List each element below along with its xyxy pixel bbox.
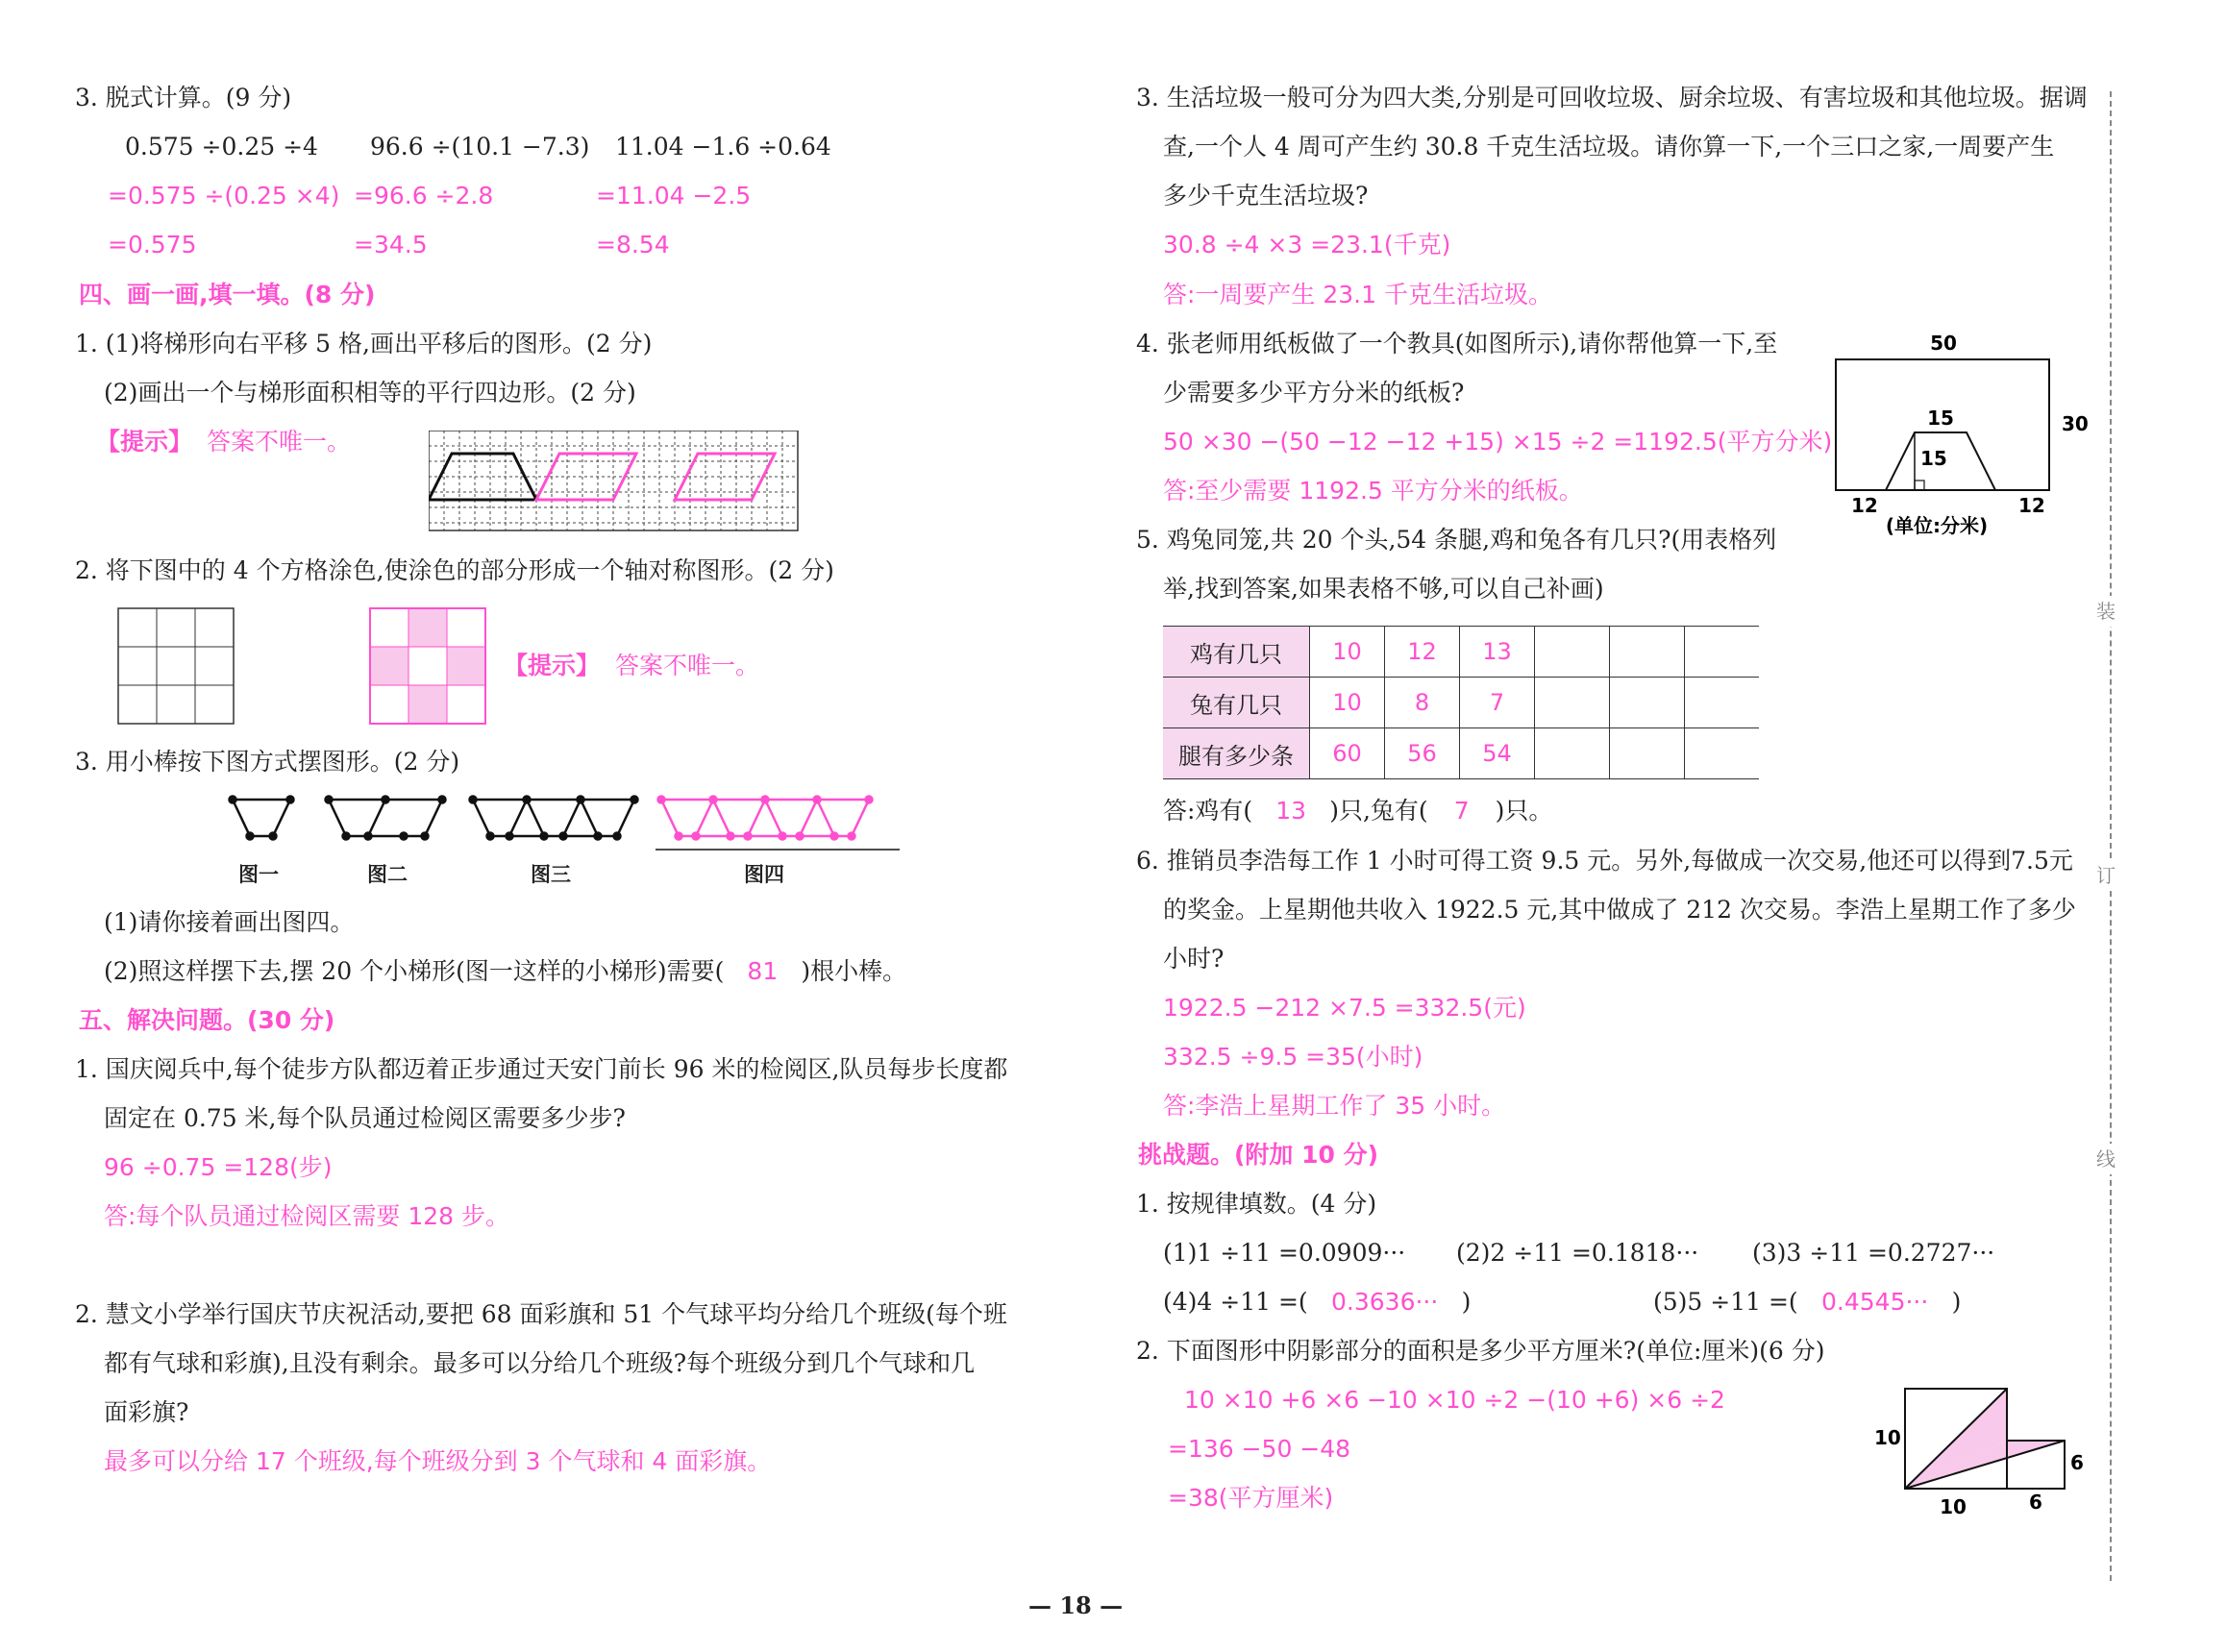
chicken-rabbit-table bbox=[1163, 626, 1759, 779]
fig-label-top: 50 bbox=[1930, 332, 1957, 355]
table-row bbox=[1163, 728, 1759, 779]
sec5-q2-answer: 最多可以分给 17 个班级,每个班级分到 3 个气球和 4 面彩旗。 bbox=[104, 1447, 772, 1475]
challenge-q2-calc2: =136 −50 −48 bbox=[1168, 1435, 1351, 1463]
r-q6-calc1: 1922.5 −212 ×7.5 =332.5(元) bbox=[1163, 994, 1526, 1022]
r-q4-calc: 50 ×30 −(50 −12 −12 +15) ×15 ÷2 =1192.5(平方分米) bbox=[1163, 428, 1833, 456]
fig-label-trap-h: 15 bbox=[1920, 447, 1947, 470]
sec4-q1b: (2)画出一个与梯形面积相等的平行四边形。(2 分) bbox=[104, 379, 636, 407]
pattern-item-5 bbox=[1653, 1287, 1961, 1318]
fig2-label-bottom1: 10 bbox=[1940, 1495, 1967, 1518]
sec4-q3b bbox=[104, 956, 906, 987]
table-row bbox=[1163, 627, 1759, 678]
fig2-label-bottom2: 6 bbox=[2029, 1491, 2042, 1514]
item5-prefix: (5)5 ÷11 =( bbox=[1653, 1288, 1798, 1316]
q3b-answer: 81 bbox=[747, 957, 779, 985]
table-cell bbox=[1685, 678, 1760, 728]
table-row bbox=[1163, 678, 1759, 728]
row-label: 腿有多少条 bbox=[1163, 728, 1310, 779]
sec4-q3a: (1)请你接着画出图四。 bbox=[104, 908, 355, 936]
expr-2-step2: =34.5 bbox=[354, 231, 428, 259]
hint-text-1: 答案不唯一。 bbox=[207, 428, 352, 456]
fig2-label-left: 10 bbox=[1874, 1426, 1901, 1449]
item5-suffix: ) bbox=[1951, 1288, 1962, 1316]
cardboard-figure bbox=[1826, 327, 2105, 548]
table-cell: 12 bbox=[1385, 627, 1460, 678]
item5-answer: 0.4545··· bbox=[1821, 1288, 1929, 1316]
page-number: — 18 — bbox=[1028, 1591, 1124, 1619]
fig-unit: (单位:分米) bbox=[1885, 514, 1989, 537]
fig-label-br: 12 bbox=[2018, 494, 2045, 517]
row-label: 兔有几只 bbox=[1163, 678, 1310, 728]
sec4-q1a: 1. (1)将梯形向右平移 5 格,画出平移后的图形。(2 分) bbox=[75, 330, 653, 358]
pattern-item-1: (1)1 ÷11 =0.0909··· bbox=[1163, 1239, 1406, 1267]
r-q3-line2: 查,一个人 4 周可产生约 30.8 千克生活垃圾。请你算一下,一个三口之家,一周要产生 bbox=[1163, 133, 2055, 160]
q5-ans-chicken: 13 bbox=[1275, 797, 1307, 825]
hint-label-2: 【提示】 bbox=[504, 652, 601, 679]
table-cell: 10 bbox=[1310, 627, 1385, 678]
q5-ans-rabbit: 7 bbox=[1453, 797, 1470, 825]
shaded-area-figure bbox=[1855, 1379, 2086, 1523]
sec5-q1-answer: 答:每个队员通过检阅区需要 128 步。 bbox=[104, 1202, 510, 1230]
challenge-title: 挑战题。(附加 10 分) bbox=[1138, 1141, 1379, 1169]
pattern-item-4 bbox=[1163, 1287, 1471, 1318]
challenge-q2: 2. 下面图形中阴影部分的面积是多少平方厘米?(单位:厘米)(6 分) bbox=[1136, 1337, 1825, 1365]
table-cell: 10 bbox=[1310, 678, 1385, 728]
q3b-suffix: )根小棒。 bbox=[801, 957, 907, 985]
hint-label-1: 【提示】 bbox=[96, 428, 193, 456]
r-q5-answer bbox=[1163, 796, 1552, 826]
expr-2-step1: =96.6 ÷2.8 bbox=[354, 182, 494, 210]
margin-char-3: 线 bbox=[2096, 1144, 2116, 1174]
r-q6-calc2: 332.5 ÷9.5 =35(小时) bbox=[1163, 1043, 1423, 1071]
item4-answer: 0.3636··· bbox=[1331, 1288, 1439, 1316]
challenge-q2-calc1: 10 ×10 +6 ×6 −10 ×10 ÷2 −(10 +6) ×6 ÷2 bbox=[1184, 1386, 1725, 1414]
expr-1-step2: =0.575 bbox=[108, 231, 197, 259]
table-cell bbox=[1685, 728, 1760, 779]
r-q6-line3: 小时? bbox=[1163, 945, 1225, 973]
table-cell bbox=[1535, 627, 1610, 678]
margin-char-1: 装 bbox=[2096, 596, 2116, 627]
item4-suffix: ) bbox=[1461, 1288, 1472, 1316]
fig-label-3: 图三 bbox=[531, 863, 571, 886]
r-q6-line2: 的奖金。上星期他共收入 1922.5 元,其中做成了 212 次交易。李浩上星期工作了多少 bbox=[1163, 896, 2076, 924]
challenge-q1: 1. 按规律填数。(4 分) bbox=[1136, 1190, 1377, 1218]
sec5-q2-line1: 2. 慧文小学举行国庆节庆祝活动,要把 68 面彩旗和 51 个气球平均分给几个班级(每个班 bbox=[75, 1300, 1007, 1328]
r-q5-line2: 举,找到答案,如果表格不够,可以自己补画) bbox=[1163, 575, 1604, 603]
r-q4-line2: 少需要多少平方分米的纸板? bbox=[1163, 379, 1465, 407]
fig-label-right: 30 bbox=[2062, 412, 2089, 435]
r-q5-line1: 5. 鸡兔同笼,共 20 个头,54 条腿,鸡和兔各有几只?(用表格列 bbox=[1136, 526, 1777, 554]
pattern-item-3: (3)3 ÷11 =0.2727··· bbox=[1752, 1239, 1995, 1267]
fig-label-4: 图四 bbox=[744, 863, 784, 886]
fig-label-1: 图一 bbox=[238, 863, 279, 886]
expr-3: 11.04 −1.6 ÷0.64 bbox=[615, 133, 831, 160]
section-5-title: 五、解决问题。(30 分) bbox=[79, 1006, 335, 1034]
sec5-q2-line3: 面彩旗? bbox=[104, 1398, 189, 1426]
fig-label-2: 图二 bbox=[367, 863, 408, 886]
colored-3x3-grid bbox=[369, 607, 490, 728]
binding-dashed-line bbox=[2110, 91, 2112, 1581]
item4-prefix: (4)4 ÷11 =( bbox=[1163, 1288, 1308, 1316]
r-q6-answer: 答:李浩上星期工作了 35 小时。 bbox=[1163, 1092, 1506, 1120]
expr-1: 0.575 ÷0.25 ÷4 bbox=[125, 133, 318, 160]
expr-3-step2: =8.54 bbox=[596, 231, 670, 259]
r-q3-line1: 3. 生活垃圾一般可分为四大类,分别是可回收垃圾、厨余垃圾、有害垃圾和其他垃圾。据调 bbox=[1136, 84, 2088, 111]
table-cell bbox=[1685, 627, 1760, 678]
q3b-prefix: (2)照这样摆下去,摆 20 个小梯形(图一这样的小梯形)需要( bbox=[104, 957, 725, 985]
r-q3-answer: 答:一周要产生 23.1 千克生活垃圾。 bbox=[1163, 281, 1552, 308]
sec4-q3: 3. 用小棒按下图方式摆图形。(2 分) bbox=[75, 748, 460, 776]
q3-calc-title: 3. 脱式计算。(9 分) bbox=[75, 84, 292, 111]
sec5-q1-calc: 96 ÷0.75 =128(步) bbox=[104, 1153, 333, 1181]
sec5-q1-line2: 固定在 0.75 米,每个队员通过检阅区需要多少步? bbox=[104, 1104, 626, 1132]
section-4-title: 四、画一画,填一填。(8 分) bbox=[79, 281, 376, 308]
r-q4-line1: 4. 张老师用纸板做了一个教具(如图所示),请你帮他算一下,至 bbox=[1136, 330, 1778, 358]
expr-2: 96.6 ÷(10.1 −7.3) bbox=[370, 133, 590, 160]
row-label: 鸡有几只 bbox=[1163, 627, 1310, 678]
expr-1-step1: =0.575 ÷(0.25 ×4) bbox=[108, 182, 340, 210]
table-cell: 7 bbox=[1460, 678, 1535, 728]
r-q4-answer: 答:至少需要 1192.5 平方分米的纸板。 bbox=[1163, 477, 1583, 505]
fig2-label-right: 6 bbox=[2070, 1451, 2084, 1474]
r-q3-line3: 多少千克生活垃圾? bbox=[1163, 182, 1369, 210]
table-cell: 56 bbox=[1385, 728, 1460, 779]
expr-3-step1: =11.04 −2.5 bbox=[596, 182, 752, 210]
q5-ans-prefix: 答:鸡有( bbox=[1163, 797, 1253, 825]
fig-label-bl: 12 bbox=[1851, 494, 1878, 517]
table-cell bbox=[1610, 728, 1685, 779]
fig-label-trap-top: 15 bbox=[1927, 407, 1954, 430]
q5-ans-suffix: )只。 bbox=[1495, 797, 1553, 825]
margin-char-2: 订 bbox=[2096, 860, 2116, 891]
sec5-q1-line1: 1. 国庆阅兵中,每个徒步方队都迈着正步通过天安门前长 96 米的检阅区,队员每步长度都 bbox=[75, 1055, 1008, 1083]
pattern-item-2: (2)2 ÷11 =0.1818··· bbox=[1456, 1239, 1699, 1267]
table-cell bbox=[1535, 728, 1610, 779]
empty-3x3-grid bbox=[117, 607, 238, 728]
table-cell bbox=[1610, 678, 1685, 728]
translation-grid-figure bbox=[429, 431, 802, 534]
table-cell: 60 bbox=[1310, 728, 1385, 779]
hint-text-2: 答案不唯一。 bbox=[615, 652, 760, 679]
table-cell bbox=[1535, 678, 1610, 728]
table-cell: 54 bbox=[1460, 728, 1535, 779]
sec4-q2: 2. 将下图中的 4 个方格涂色,使涂色的部分形成一个轴对称图形。(2 分) bbox=[75, 556, 834, 584]
table-cell: 8 bbox=[1385, 678, 1460, 728]
table-cell bbox=[1610, 627, 1685, 678]
r-q3-calc: 30.8 ÷4 ×3 =23.1(千克) bbox=[1163, 231, 1451, 259]
r-q6-line1: 6. 推销员李浩每工作 1 小时可得工资 9.5 元。另外,每做成一次交易,他还可以得到7.5元 bbox=[1136, 847, 2073, 875]
q5-ans-mid: )只,兔有( bbox=[1329, 797, 1428, 825]
sec5-q2-line2: 都有气球和彩旗),且没有剩余。最多可以分给几个班级?每个班级分到几个气球和几 bbox=[104, 1349, 976, 1377]
challenge-q2-calc3: =38(平方厘米) bbox=[1168, 1484, 1334, 1512]
table-cell: 13 bbox=[1460, 627, 1535, 678]
